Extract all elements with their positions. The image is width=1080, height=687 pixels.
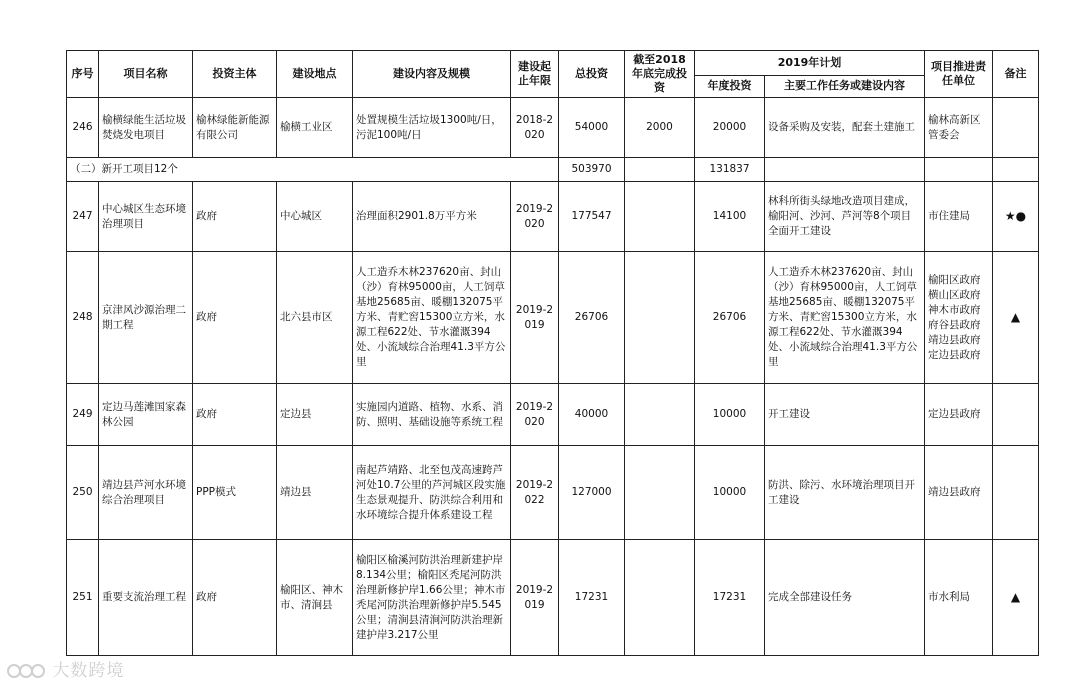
cell-annual: 26706 xyxy=(695,252,765,384)
watermark-text: 大数跨境 xyxy=(52,661,125,681)
cell-seq: 246 xyxy=(67,98,99,158)
cell-responsible: 市住建局 xyxy=(925,182,993,252)
cell-investor: 榆林绿能新能源有限公司 xyxy=(193,98,277,158)
cell-location: 榆阳区、神木市、清涧县 xyxy=(277,540,353,656)
cell-content: 治理面积2901.8万平方米 xyxy=(353,182,511,252)
watermark xyxy=(6,656,124,681)
logo-icon xyxy=(6,661,46,681)
cell-remark xyxy=(993,98,1039,158)
cell-investor: 政府 xyxy=(193,252,277,384)
cell-tasks: 设备采购及安装，配套土建施工 xyxy=(765,98,925,158)
section-row xyxy=(67,158,1039,182)
cell-investor: 政府 xyxy=(193,182,277,252)
col-plan2019: 2019年计划 xyxy=(695,51,925,76)
col-done2018: 截至2018年底完成投资 xyxy=(625,51,695,98)
cell-seq: 249 xyxy=(67,384,99,446)
section-responsible xyxy=(925,158,993,182)
cell-responsible: 榆林高新区管委会 xyxy=(925,98,993,158)
cell-location: 定边县 xyxy=(277,384,353,446)
cell-remark: ▲ xyxy=(993,540,1039,656)
cell-done2018 xyxy=(625,384,695,446)
cell-location: 中心城区 xyxy=(277,182,353,252)
table-row xyxy=(67,384,1039,446)
cell-total: 177547 xyxy=(559,182,625,252)
cell-done2018 xyxy=(625,540,695,656)
cell-tasks: 防洪、除污、水环境治理项目开工建设 xyxy=(765,446,925,540)
col-name: 项目名称 xyxy=(99,51,193,98)
cell-period: 2019-2019 xyxy=(511,252,559,384)
cell-total: 54000 xyxy=(559,98,625,158)
col-total: 总投资 xyxy=(559,51,625,98)
col-seq: 序号 xyxy=(67,51,99,98)
cell-annual: 14100 xyxy=(695,182,765,252)
table-row xyxy=(67,98,1039,158)
cell-remark xyxy=(993,384,1039,446)
cell-tasks: 完成全部建设任务 xyxy=(765,540,925,656)
cell-period: 2019-2019 xyxy=(511,540,559,656)
cell-annual: 20000 xyxy=(695,98,765,158)
cell-location: 北六县市区 xyxy=(277,252,353,384)
section-annual: 131837 xyxy=(695,158,765,182)
cell-total: 127000 xyxy=(559,446,625,540)
project-table xyxy=(66,50,1039,656)
cell-seq: 248 xyxy=(67,252,99,384)
cell-done2018 xyxy=(625,182,695,252)
table-row xyxy=(67,252,1039,384)
cell-content: 人工造乔木林237620亩、封山（沙）育林95000亩，人工饲草基地25685亩、暖棚132075平方米、青贮窖15300立方米，水源工程622处、节水灌溉394处、小流域综合治理41.3平方公里 xyxy=(353,252,511,384)
cell-annual: 10000 xyxy=(695,446,765,540)
table-row xyxy=(67,182,1039,252)
cell-responsible: 榆阳区政府横山区政府神木市政府府谷县政府靖边县政府定边县政府 xyxy=(925,252,993,384)
section-tasks xyxy=(765,158,925,182)
cell-tasks: 人工造乔木林237620亩、封山（沙）育林95000亩，人工饲草基地25685亩、暖棚132075平方米、青贮窖15300立方米，水源工程622处、节水灌溉394处、小流域综合治理41.3平方公里 xyxy=(765,252,925,384)
col-period: 建设起止年限 xyxy=(511,51,559,98)
cell-name: 定边马莲滩国家森林公园 xyxy=(99,384,193,446)
cell-tasks: 开工建设 xyxy=(765,384,925,446)
cell-remark: ★● xyxy=(993,182,1039,252)
cell-name: 中心城区生态环境治理项目 xyxy=(99,182,193,252)
col-responsible: 项目推进责任单位 xyxy=(925,51,993,98)
cell-investor: PPP模式 xyxy=(193,446,277,540)
col-annual: 年度投资 xyxy=(695,75,765,97)
cell-total: 40000 xyxy=(559,384,625,446)
cell-done2018: 2000 xyxy=(625,98,695,158)
section-label: （二）新开工项目12个 xyxy=(67,158,559,182)
cell-name: 靖边县芦河水环境综合治理项目 xyxy=(99,446,193,540)
col-location: 建设地点 xyxy=(277,51,353,98)
col-investor: 投资主体 xyxy=(193,51,277,98)
table-row xyxy=(67,540,1039,656)
cell-seq: 251 xyxy=(67,540,99,656)
section-remark xyxy=(993,158,1039,182)
cell-annual: 10000 xyxy=(695,384,765,446)
cell-period: 2019-2020 xyxy=(511,384,559,446)
cell-location: 榆横工业区 xyxy=(277,98,353,158)
cell-responsible: 靖边县政府 xyxy=(925,446,993,540)
header-row xyxy=(67,51,1039,76)
col-tasks: 主要工作任务或建设内容 xyxy=(765,75,925,97)
section-total: 503970 xyxy=(559,158,625,182)
cell-total: 26706 xyxy=(559,252,625,384)
cell-name: 重要支流治理工程 xyxy=(99,540,193,656)
cell-content: 南起芦靖路、北至包茂高速跨芦河处10.7公里的芦河城区段实施生态景观提升、防洪综合利用和水环境综合提升体系建设工程 xyxy=(353,446,511,540)
col-remark: 备注 xyxy=(993,51,1039,98)
cell-content: 榆阳区榆溪河防洪治理新建护岸8.134公里；榆阳区秃尾河防洪治理新修护岸1.66公里；神木市秃尾河防洪治理新修护岸5.545公里；清涧县清涧河防洪治理新建护岸3.217公里 xyxy=(353,540,511,656)
cell-done2018 xyxy=(625,446,695,540)
cell-total: 17231 xyxy=(559,540,625,656)
cell-content: 处置规模生活垃圾1300吨/日，污泥100吨/日 xyxy=(353,98,511,158)
cell-name: 榆横绿能生活垃圾焚烧发电项目 xyxy=(99,98,193,158)
cell-period: 2019-2020 xyxy=(511,182,559,252)
cell-investor: 政府 xyxy=(193,540,277,656)
cell-investor: 政府 xyxy=(193,384,277,446)
cell-done2018 xyxy=(625,252,695,384)
cell-seq: 250 xyxy=(67,446,99,540)
cell-seq: 247 xyxy=(67,182,99,252)
cell-annual: 17231 xyxy=(695,540,765,656)
cell-name: 京津风沙源治理二期工程 xyxy=(99,252,193,384)
cell-remark: ▲ xyxy=(993,252,1039,384)
cell-period: 2019-2022 xyxy=(511,446,559,540)
cell-tasks: 林科所街头绿地改造项目建成，榆阳河、沙河、芦河等8个项目全面开工建设 xyxy=(765,182,925,252)
section-done2018 xyxy=(625,158,695,182)
cell-location: 靖边县 xyxy=(277,446,353,540)
cell-remark xyxy=(993,446,1039,540)
cell-content: 实施园内道路、植物、水系、消防、照明、基础设施等系统工程 xyxy=(353,384,511,446)
cell-responsible: 市水利局 xyxy=(925,540,993,656)
cell-responsible: 定边县政府 xyxy=(925,384,993,446)
col-content: 建设内容及规模 xyxy=(353,51,511,98)
cell-period: 2018-2020 xyxy=(511,98,559,158)
table-row xyxy=(67,446,1039,540)
